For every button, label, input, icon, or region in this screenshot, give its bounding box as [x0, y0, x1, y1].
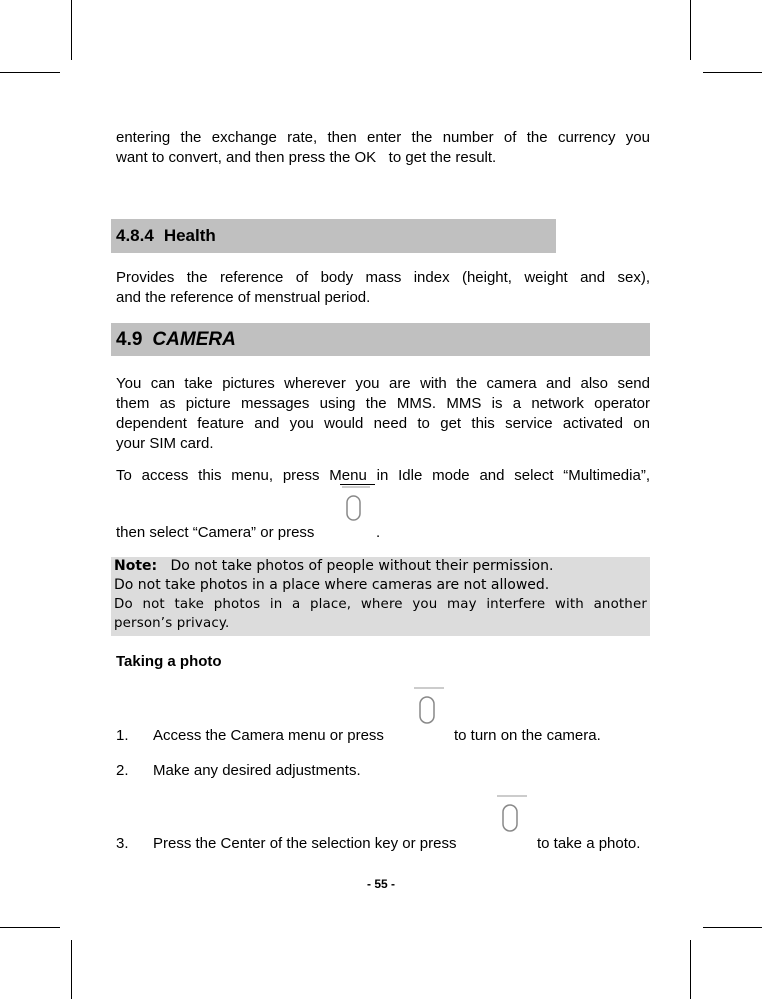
step-3-text: Press the Center of the selection key or press — [153, 835, 457, 852]
note-line-3: Do not take photos in a place, where you may interfere with another — [114, 597, 647, 612]
note-box — [111, 557, 650, 636]
crop-mark — [703, 927, 762, 928]
camera-key-icon — [341, 486, 371, 530]
camera-key-icon — [496, 795, 526, 839]
camera-select-period: . — [376, 524, 381, 541]
section-number: 4.9 — [116, 328, 143, 350]
section-heading-health — [111, 219, 556, 253]
note-line-1 — [114, 557, 647, 576]
section-title: Health — [163, 226, 216, 245]
crop-mark — [71, 0, 72, 60]
camera-para-line-1: You can take pictures wherever you are with the camera and also send — [116, 375, 650, 392]
camera-select-line — [116, 523, 650, 543]
camera-key-icon — [413, 687, 443, 731]
crop-mark — [0, 927, 60, 928]
note-label: Note: — [114, 558, 158, 574]
step-1-text: Access the Camera menu or press — [153, 727, 384, 744]
health-line-1: Provides the reference of body mass index (height, weight and sex), — [116, 269, 650, 286]
crop-mark — [703, 72, 762, 73]
health-line-2: and the reference of menstrual period. — [116, 289, 371, 306]
crop-mark — [690, 0, 691, 60]
camera-select-text: then select “Camera” or press — [116, 524, 315, 541]
note-text-1: Do not take photos of people without their permission. — [170, 558, 554, 574]
intro-line-1: entering the exchange rate, then enter the number of the currency you — [116, 129, 650, 146]
taking-photo-heading: Taking a photo — [116, 653, 222, 670]
crop-mark — [690, 940, 691, 999]
page-number: - 55 - — [366, 877, 395, 891]
crop-mark — [71, 940, 72, 999]
menu-underline — [340, 484, 375, 485]
camera-para-line-4: your SIM card. — [116, 435, 214, 452]
step-3-suffix: to take a photo. — [537, 835, 641, 852]
step-1-suffix: to turn on the camera. — [454, 727, 601, 744]
crop-mark — [0, 72, 60, 73]
section-heading-camera — [111, 323, 650, 356]
note-line-2: Do not take photos in a place where cameras are not allowed. — [114, 577, 550, 593]
camera-access-line: To access this menu, press Menu in Idle mode and select “Multimedia”, — [116, 467, 650, 484]
section-number: 4.8.4 — [116, 226, 154, 245]
step-number: 1. — [116, 727, 129, 744]
section-title: CAMERA — [152, 328, 236, 350]
step-2-text: Make any desired adjustments. — [153, 762, 361, 779]
note-line-4: person’s privacy. — [114, 616, 230, 631]
camera-para-line-3: dependent feature and you would need to get this service activated on — [116, 415, 650, 432]
camera-para-line-2: them as picture messages using the MMS. MMS is a network operator — [116, 395, 650, 412]
step-number: 2. — [116, 762, 129, 779]
intro-line-2: want to convert, and then press the OK to get the result. — [116, 149, 497, 166]
step-number: 3. — [116, 835, 129, 852]
